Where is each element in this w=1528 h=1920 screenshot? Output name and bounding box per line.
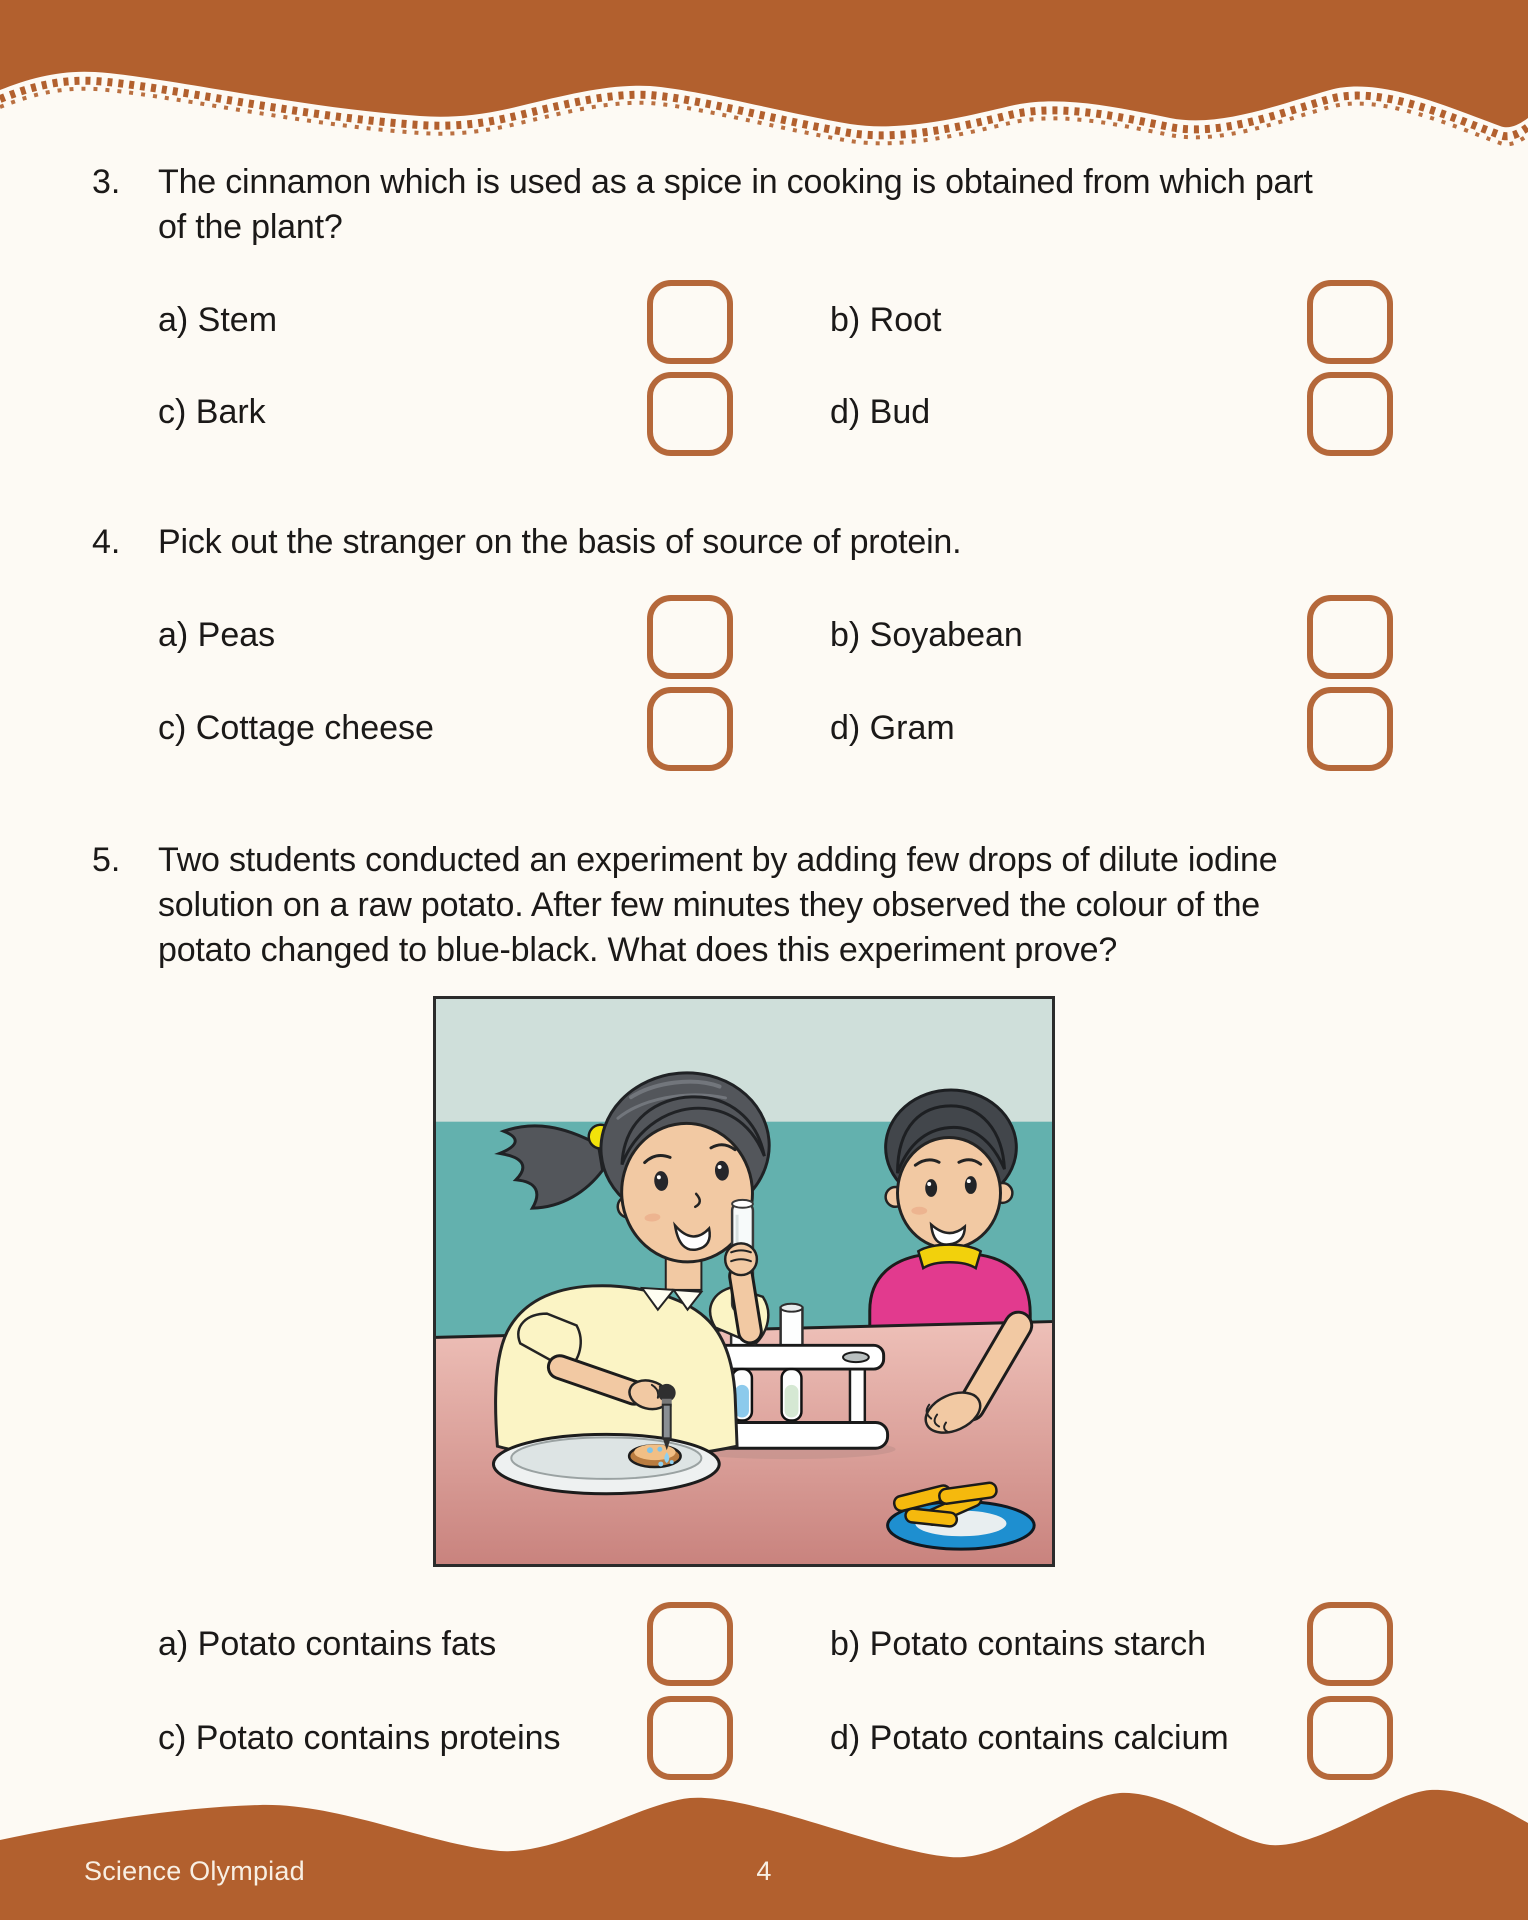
option-d-checkbox[interactable] [1307, 687, 1393, 771]
option-c-checkbox[interactable] [647, 1696, 733, 1780]
footer-page-number: 4 [756, 1856, 772, 1886]
option-c-checkbox[interactable] [647, 372, 733, 456]
option-d-checkbox[interactable] [1307, 372, 1393, 456]
option-b-label: b) Potato contains starch [830, 1625, 1207, 1663]
option-a-label: a) Peas [158, 616, 276, 654]
option-c-label: c) Potato contains proteins [158, 1719, 561, 1757]
footer-book-title: Science Olympiad [84, 1856, 305, 1886]
option-d-label: d) Bud [830, 393, 931, 431]
option-b-checkbox[interactable] [1307, 595, 1393, 679]
question-text-line: potato changed to blue-black. What does this experiment prove? [158, 931, 1118, 969]
option-a-checkbox[interactable] [647, 595, 733, 679]
option-a-label: a) Potato contains fats [158, 1625, 497, 1663]
option-d-checkbox[interactable] [1307, 1696, 1393, 1780]
option-a-checkbox[interactable] [647, 280, 733, 364]
footer-wave [0, 1785, 1528, 1920]
question-text-line: Pick out the stranger on the basis of source of protein. [158, 523, 962, 561]
option-b-label: b) Root [830, 301, 942, 339]
experiment-illustration [433, 996, 1055, 1567]
question-text-line: solution on a raw potato. After few minutes they observed the colour of the [158, 886, 1260, 924]
question-number: 4. [92, 523, 121, 561]
question-text-line: of the plant? [158, 208, 343, 246]
question-text-line: The cinnamon which is used as a spice in cooking is obtained from which part [158, 163, 1313, 201]
option-c-label: c) Bark [158, 393, 266, 431]
option-b-checkbox[interactable] [1307, 1602, 1393, 1686]
option-a-label: a) Stem [158, 301, 278, 339]
test-tube-green [782, 1369, 802, 1420]
option-c-checkbox[interactable] [647, 687, 733, 771]
option-b-label: b) Soyabean [830, 616, 1023, 654]
option-b-checkbox[interactable] [1307, 280, 1393, 364]
option-d-label: d) Gram [830, 709, 955, 747]
petri-dish [493, 1434, 719, 1493]
question-text-line: Two students conducted an experiment by adding few drops of dilute iodine [158, 841, 1278, 879]
option-d-label: d) Potato contains calcium [830, 1719, 1229, 1757]
question-number: 3. [92, 163, 121, 201]
option-a-checkbox[interactable] [647, 1602, 733, 1686]
option-c-label: c) Cottage cheese [158, 709, 434, 747]
question-number: 5. [92, 841, 121, 879]
iodine-potato-experiment-scene [436, 999, 1052, 1564]
